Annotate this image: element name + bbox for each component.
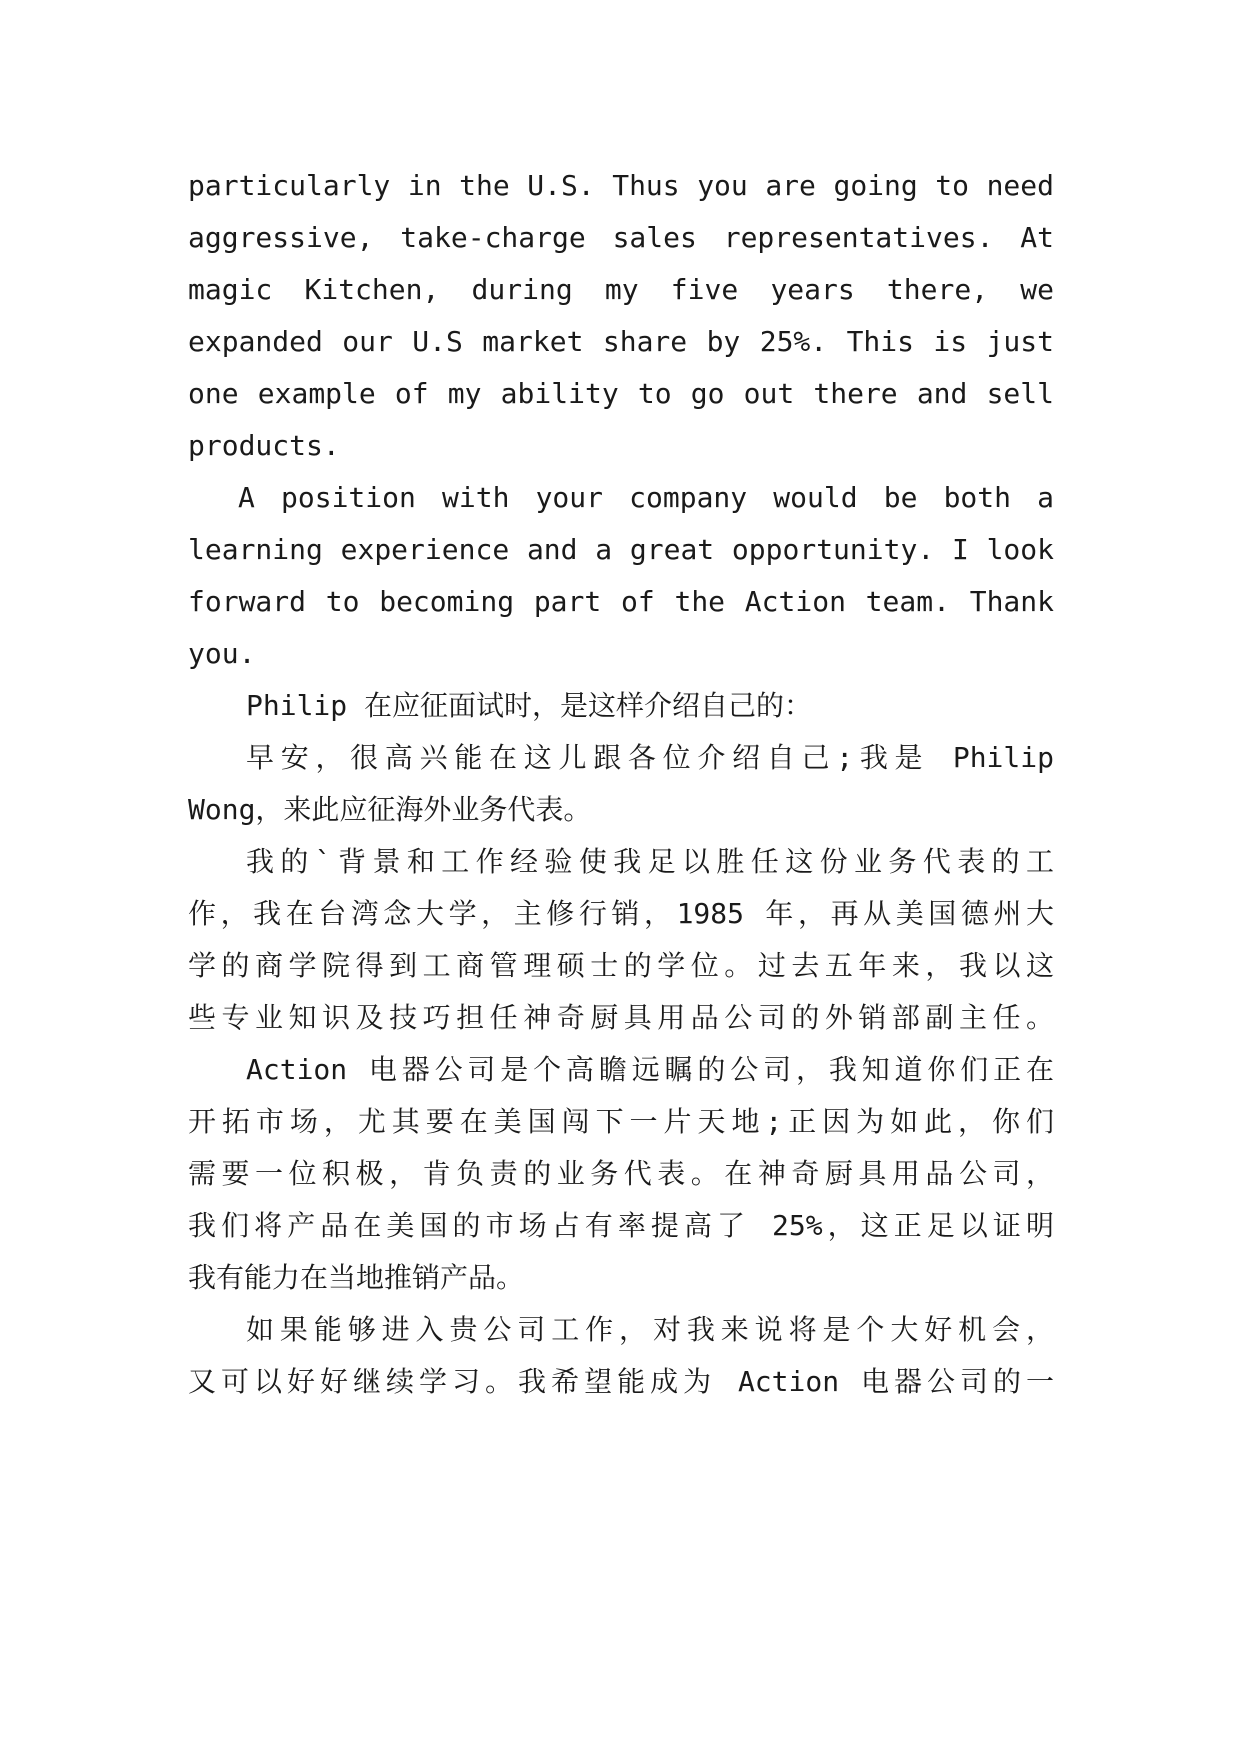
- text-line: 又可以好好继续学习。我希望能成为 Action 电器公司的一: [188, 1365, 1054, 1398]
- text-line: 开拓市场，尤其要在美国闯下一片天地;正因为如此，你们: [188, 1105, 1054, 1138]
- text-line: expanded our U.S market share by 25%. This is just: [188, 325, 1054, 358]
- text-line: aggressive, take-charge sales representatives. At: [188, 221, 1054, 254]
- paragraph-first-line: 如果能够进入贵公司工作，对我来说将是个大好机会，: [246, 1313, 1054, 1346]
- text-line: 需要一位积极，肯负责的业务代表。在神奇厨具用品公司，: [188, 1157, 1054, 1190]
- text-line: learning experience and a great opportunity. I look: [188, 533, 1054, 566]
- text-line: Wong，来此应征海外业务代表。: [188, 793, 592, 826]
- paragraph-first-line: Philip 在应征面试时，是这样介绍自己的：: [246, 689, 813, 722]
- text-line: one example of my ability to go out there and sell: [188, 377, 1054, 410]
- paragraph-first-line: A position with your company would be both a: [238, 481, 1054, 514]
- text-line: 些专业知识及技巧担任神奇厨具用品公司的外销部副主任。: [188, 1001, 1054, 1034]
- text-line: particularly in the U.S. Thus you are going to need: [188, 169, 1054, 202]
- text-line: 学的商学院得到工商管理硕士的学位。过去五年来，我以这: [188, 949, 1054, 982]
- paragraph-first-line: 早安，很高兴能在这儿跟各位介绍自己;我是 Philip: [246, 741, 1054, 774]
- text-line: 我有能力在当地推销产品。: [188, 1261, 525, 1294]
- text-line: forward to becoming part of the Action team. Thank: [188, 585, 1054, 618]
- text-line: 我们将产品在美国的市场占有率提高了 25%，这正足以证明: [188, 1209, 1054, 1242]
- text-line: you.: [188, 637, 256, 670]
- text-line: magic Kitchen, during my five years there, we: [188, 273, 1054, 306]
- paragraph-first-line: 我的`背景和工作经验使我足以胜任这份业务代表的工: [246, 845, 1054, 878]
- text-line: products.: [188, 429, 340, 462]
- text-line: 作，我在台湾念大学，主修行销，1985 年，再从美国德州大: [188, 897, 1054, 930]
- paragraph-first-line: Action 电器公司是个高瞻远瞩的公司，我知道你们正在: [246, 1053, 1054, 1086]
